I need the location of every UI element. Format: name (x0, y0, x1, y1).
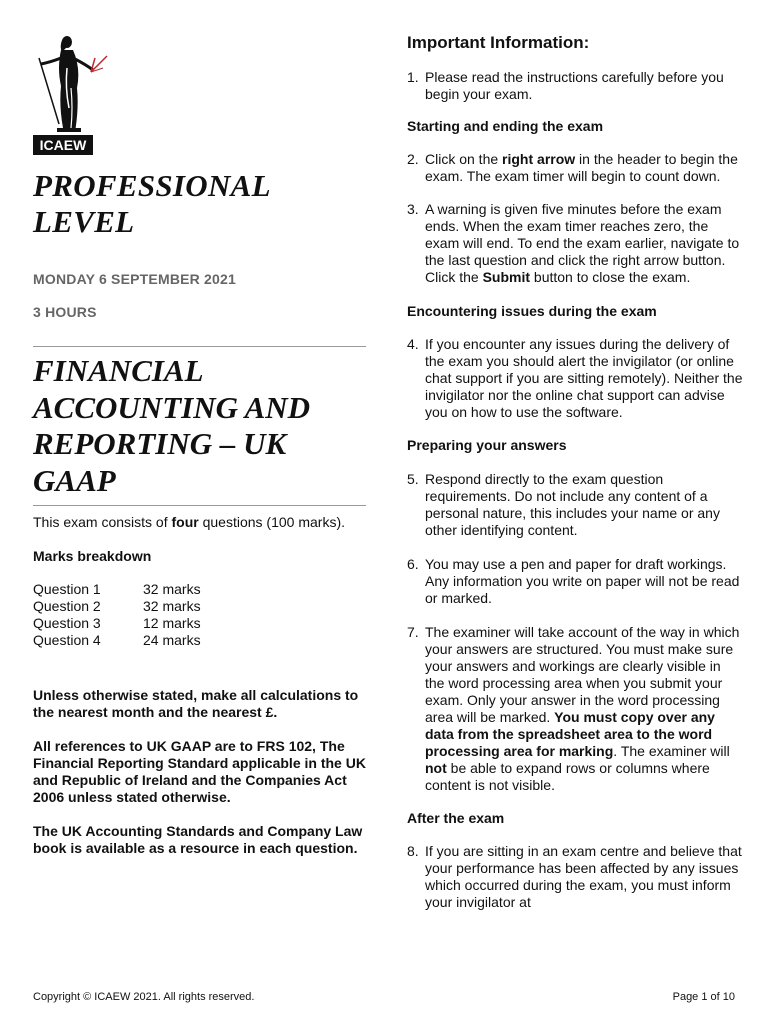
qualification-level (33, 168, 366, 240)
justice-figure-icon (33, 28, 128, 158)
icaew-logo (33, 28, 128, 158)
svg-text:ICAEW: ICAEW (39, 137, 87, 153)
section-preparing-answers: Preparing your answers (407, 437, 567, 453)
level-line-1: PROFESSIONAL (33, 168, 271, 203)
right-column (407, 33, 743, 911)
page-number: Page 1 of 10 (672, 991, 735, 1003)
divider (33, 505, 366, 506)
exam-date: MONDAY 6 SEPTEMBER 2021 (33, 271, 237, 287)
marks-row: Question 3 12 marks (33, 615, 201, 631)
intro-text: This exam consists of four questions (100 marks). (33, 514, 346, 530)
instruction-8: 8. If you are sitting in an exam centre and believe that your performance has been affected by any issues which occurred during the exam, you must inform your invigilator at (407, 843, 742, 910)
instruction-7: 7. The examiner will take account of the way in which your answers are structured. You must make sure your answers and workings are clearly visible in the word processing area when you submit your exam. Only your answer in the word processing area will be marked. You must copy over any data from the spreadsheet area to the word processing area for marking. The examiner will not be able to expand rows or columns where content is not visible. (407, 624, 740, 793)
instruction-2: 2. Click on the right arrow in the header to begin the exam. The exam timer will begin to count down. (407, 151, 738, 184)
exam-duration: 3 HOURS (33, 304, 97, 320)
instruction-3: 3. A warning is given five minutes before the exam ends. When the exam timer reaches zero, the exam will end. To end the exam earlier, navigate to the last question and click the right arrow button. Click the Submit button to close the exam. (407, 201, 740, 285)
copyright-footer: Copyright © ICAEW 2021. All rights reserved. (33, 991, 255, 1003)
gaap-note: All references to UK GAAP are to FRS 102, The Financial Reporting Standard applicable in the UK and Republic of Ireland and the Companies Act 2006 unless stated otherwise. (33, 738, 366, 805)
level-line-2: LEVEL (33, 204, 135, 239)
left-column (33, 28, 366, 857)
important-info-title: Important Information: (407, 33, 590, 52)
marks-row: Question 2 32 marks (33, 598, 201, 614)
calculation-note: Unless otherwise stated, make all calculations to the nearest month and the nearest £. (33, 687, 359, 720)
instruction-4: 4. If you encounter any issues during the delivery of the exam you should alert the invigilator (or online chat support if you are sitting remotely). Neither the invigilator nor the online chat support can advise you on how to use the software. (407, 336, 743, 420)
marks-table (33, 581, 366, 649)
instruction-6: 6. You may use a pen and paper for draft workings. Any information you write on paper will not be read or marked. (407, 556, 740, 606)
instruction-5: 5. Respond directly to the exam question requirements. Do not include any content of a personal nature, this includes your name or any other identifying content. (407, 471, 720, 538)
divider (33, 346, 366, 347)
marks-breakdown-title: Marks breakdown (33, 548, 152, 564)
section-encountering-issues: Encountering issues during the exam (407, 303, 657, 319)
marks-row: Question 4 24 marks (33, 632, 201, 648)
marks-row: Question 1 32 marks (33, 581, 201, 597)
resource-note: The UK Accounting Standards and Company Law book is available as a resource in each question. (33, 823, 363, 856)
subject-title: FINANCIAL ACCOUNTING AND REPORTING – UK GAAP (33, 353, 311, 498)
section-after-exam: After the exam (407, 810, 505, 826)
instruction-1: 1. Please read the instructions carefully before you begin your exam. (407, 69, 724, 102)
section-starting-ending: Starting and ending the exam (407, 118, 604, 134)
